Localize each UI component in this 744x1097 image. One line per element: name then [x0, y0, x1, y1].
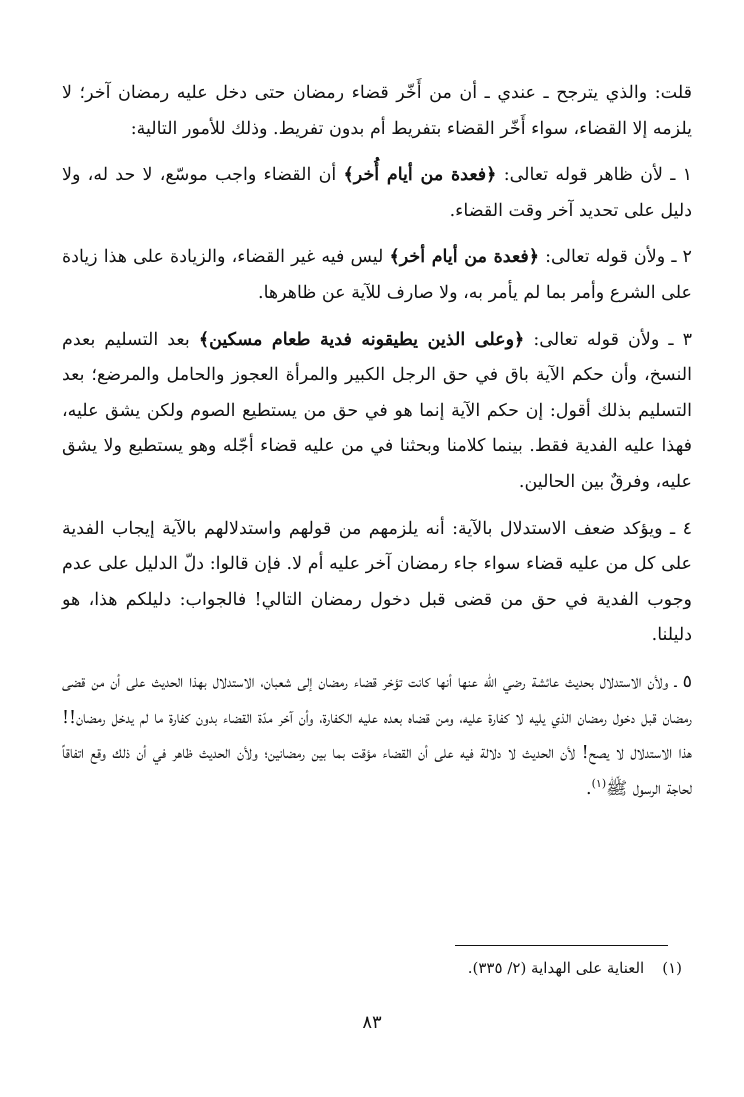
paragraph-point-1	[62, 158, 692, 229]
paragraph-point-3	[62, 323, 692, 501]
paragraph-tail: .	[586, 778, 592, 799]
paragraph-point-4	[62, 512, 692, 654]
paragraph-text: قلت: والذي يترجح ـ عندي ـ أن من أَخّر قضاء رمضان حتى دخل عليه رمضان آخر؛ لا يلزمه إلا القضاء، سواء أَخّر القضاء بتفريط أم بدون تفريط. وذلك للأمور التالية:	[62, 83, 692, 139]
footnote-reference[interactable]: (١)	[591, 776, 607, 790]
point-number: ١ ـ	[670, 165, 692, 186]
paragraph-point-5	[62, 665, 692, 807]
paragraph-text: أن القضاء واجب موسّع، لا حد له، ولا دليل على تحديد آخر وقت القضاء.	[62, 165, 692, 221]
footnote-text: العناية على الهداية (٢/ ٣٣٥).	[467, 959, 645, 977]
paragraph-text: ليس فيه غير القضاء، والزيادة على هذا زيادة على الشرع وأمر بما لم يأمر به، ولا صارف للآية عن ظاهرها.	[62, 247, 692, 303]
paragraph-intro	[62, 76, 692, 147]
point-number: ٣ ـ	[668, 329, 692, 350]
footnote	[282, 956, 682, 980]
main-text	[62, 76, 692, 818]
point-number: ٤ ـ	[670, 518, 692, 539]
paragraph-text: ولأن الاستدلال بحديث عائشة رضي الله عنها أنها كانت تؤخر قضاء رمضان إلى شعبان، الاستدلال بهذا الحديث على أن من قضى رمضان قبل دخول رمضان الذي يليه لا كفارة عليه، ومن قضاه بعده عليه الكفارة، وأن آخر مدّة القضاء بدون كفارة ما لم يدخل رمضان!! هذا الاستدلال لا يصح! لأن الحديث لا دلالة فيه على أن القضاء مؤقت بما بين رمضانين؛ ولأن الحديث ظاهر في أن ذلك وقع اتفاقاً لحاجة الرسول ﷺ	[62, 671, 692, 799]
point-number: ٥ ـ	[674, 671, 692, 692]
page-number: ٨٣	[362, 1012, 382, 1033]
paragraph-text: ولأن قوله تعالى:	[545, 247, 666, 268]
quran-quote: ﴿وعلى الذين يطيقونه فدية طعام مسكين﴾	[198, 329, 525, 350]
quran-quote: ﴿فعدة من أيام أخر﴾	[389, 247, 540, 268]
point-number: ٢ ـ	[671, 247, 692, 268]
paragraph-text: بعد التسليم بعدم النسخ، وأن حكم الآية باق في حق الرجل الكبير والمرأة العجوز والحامل والمرضع؛ بعد التسليم بذلك أقول: إن حكم الآية إنما هو في حق من يستطيع الصوم ولكن يشق عليه، فهذا عليه الفدية فقط. بينما كلامنا وبحثنا في من عليه قضاء أجّله وهو يستطيع ولا يشق عليه، وفرقٌ بين الحالين.	[62, 329, 692, 492]
footnote-number: (١)	[662, 959, 682, 977]
paragraph-text: ويؤكد ضعف الاستدلال بالآية: أنه يلزمهم من قولهم واستدلالهم بالآية إيجاب الفدية على كل من عليه قضاء سواء جاء رمضان آخر عليه أم لا. فإن قالوا: دلّ الدليل على عدم وجوب الفدية في حق من قضى قبل دخول رمضان التالي! فالجواب: دليلكم هذا، هو دليلنا.	[62, 518, 692, 646]
paragraph-text: لأن ظاهر قوله تعالى:	[503, 165, 663, 186]
quran-quote: ﴿فعدة من أيام أُخر﴾	[343, 165, 497, 186]
footnote-divider	[455, 945, 668, 946]
paragraph-text: ولأن قوله تعالى:	[533, 329, 660, 350]
paragraph-point-2	[62, 240, 692, 311]
